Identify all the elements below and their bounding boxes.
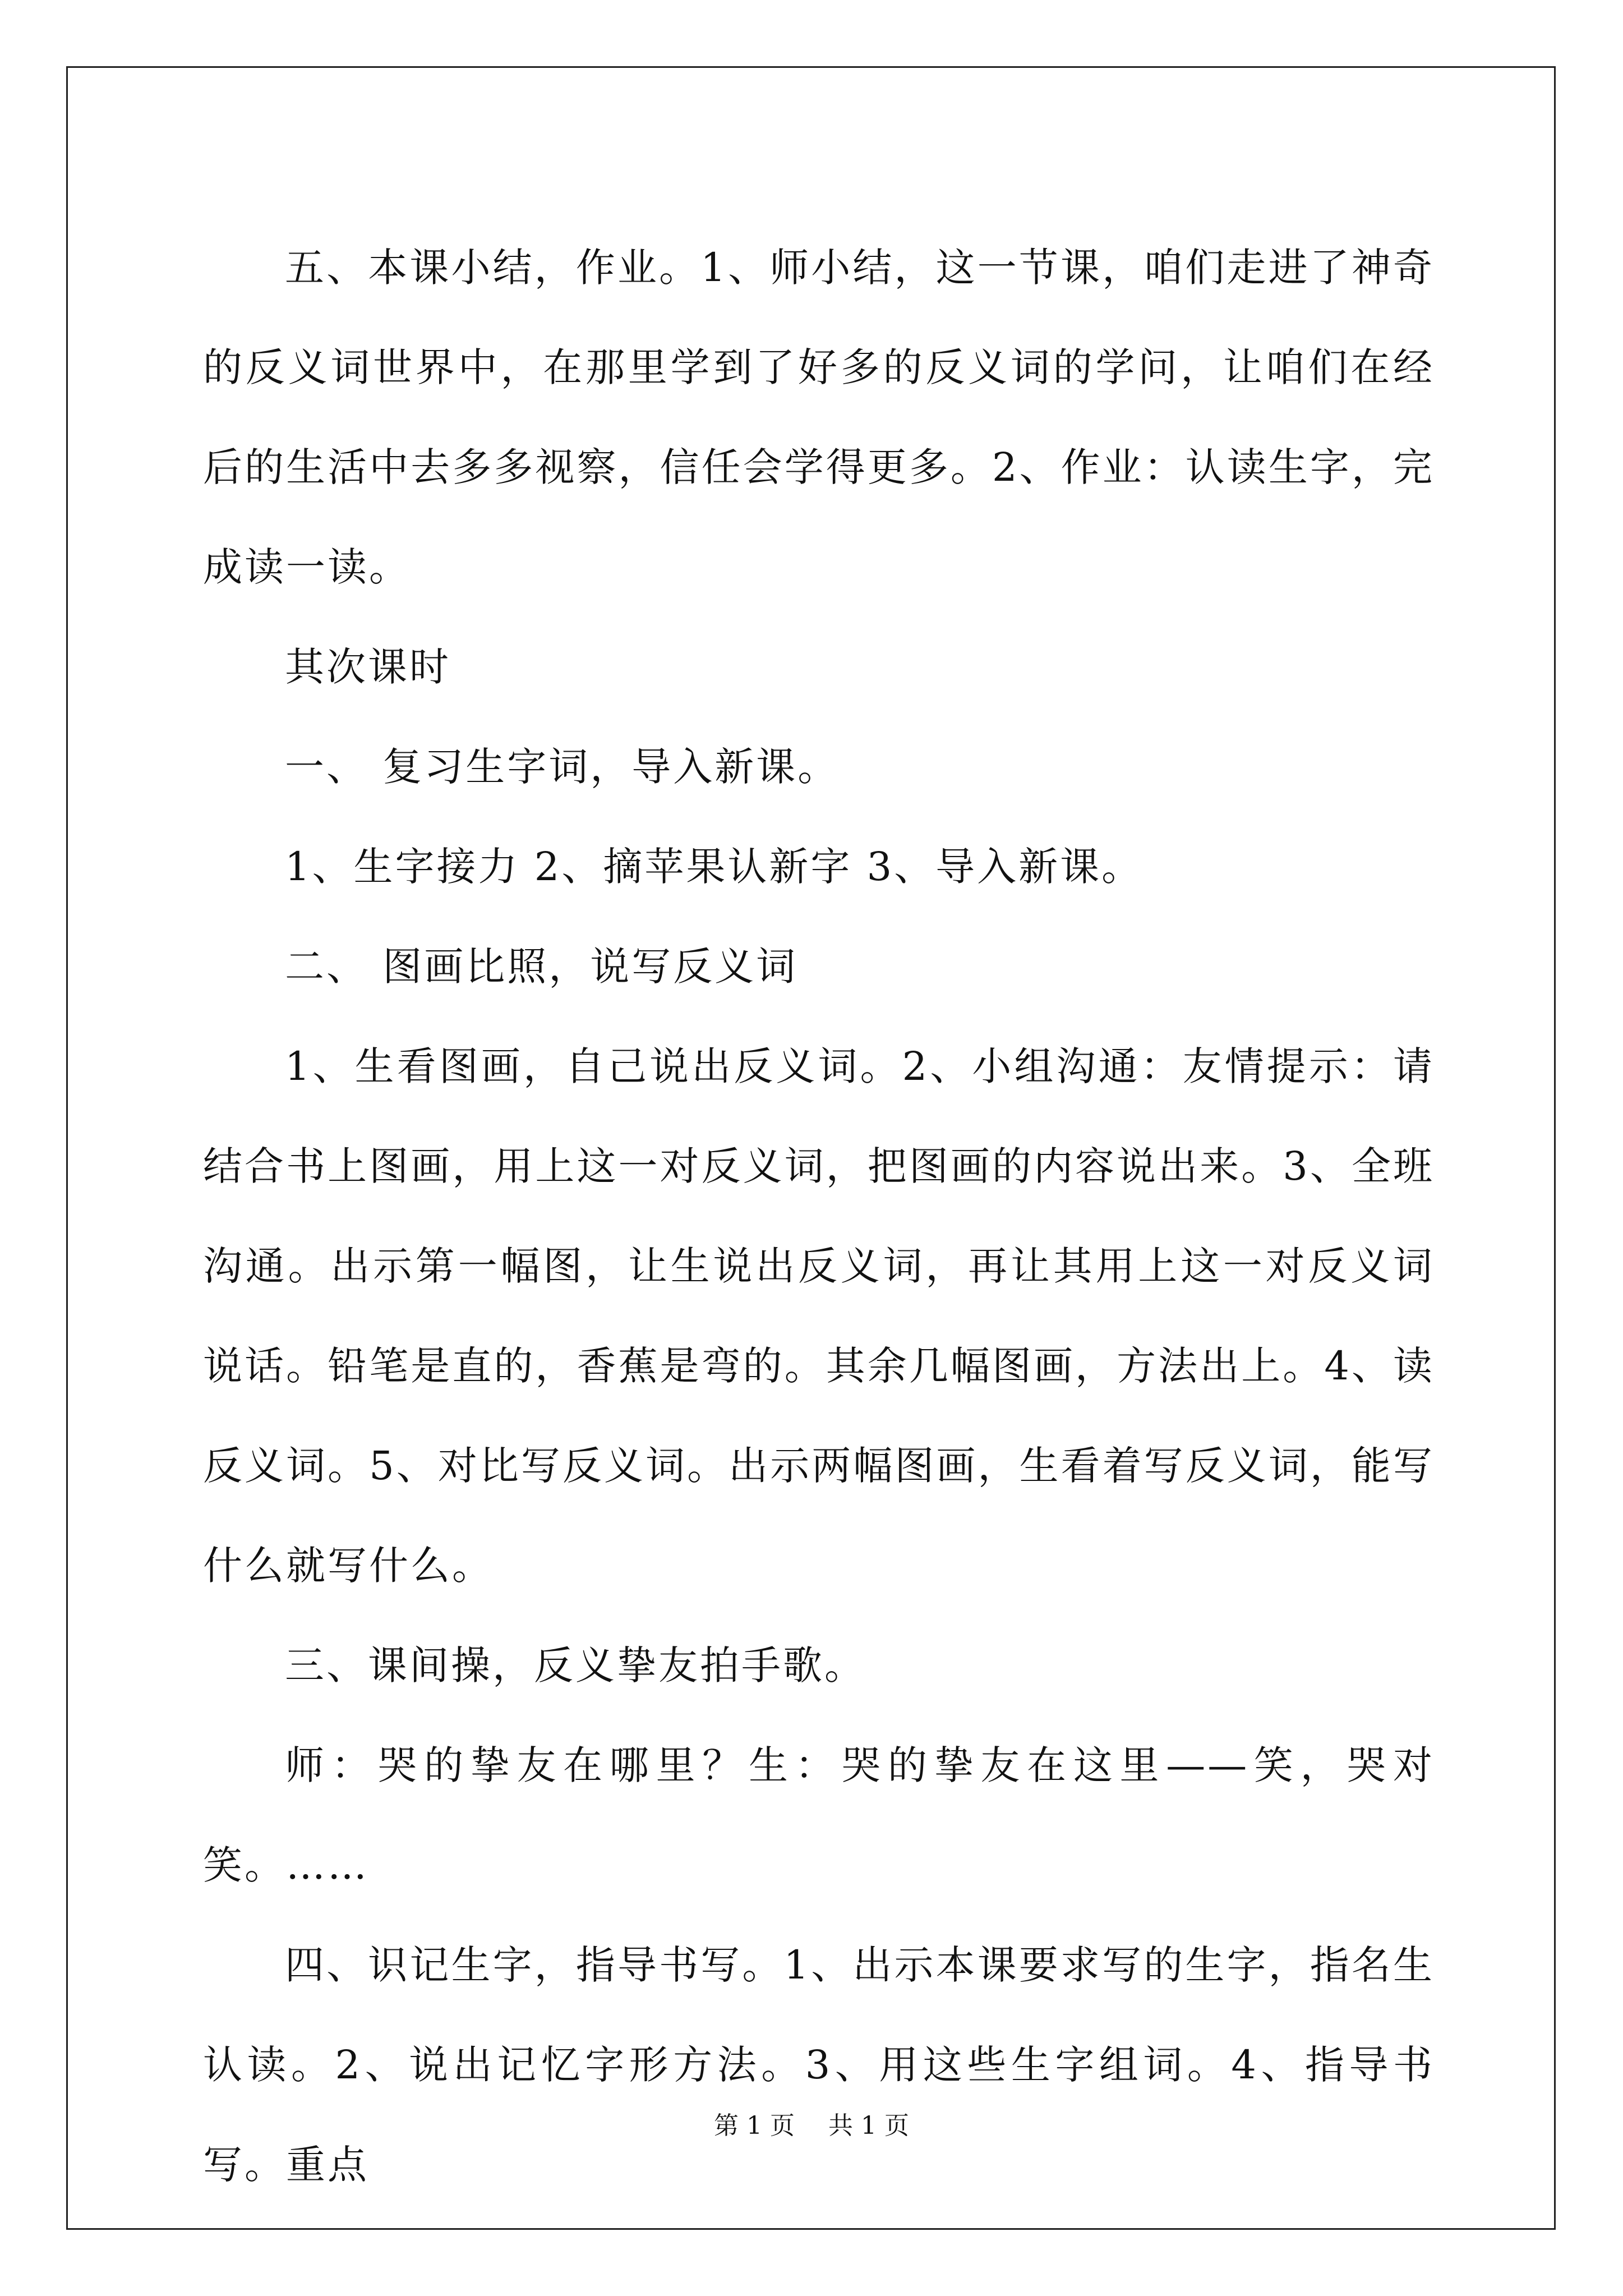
paragraph-clapping-song: 师：哭的挚友在哪里？生：哭的挚友在这里——笑，哭对笑。……: [203, 1742, 1435, 1888]
page-total-label: 共 1 页: [828, 2111, 909, 2140]
paragraph-section-three: 三、课间操，反义挚友拍手歌。: [285, 1642, 866, 1688]
paragraph-section-two: 二、 图画比照，说写反义词: [285, 944, 798, 990]
document-body: [203, 218, 1435, 2215]
page-number-label: 第 1 页: [714, 2111, 795, 2140]
paragraph-section-two-steps: 1、生看图画，自己说出反义词。2、小组沟通：友情提示：请结合书上图画，用上这一对反义词，把图画的内容说出来。3、全班沟通。出示第一幅图，让生说出反义词，再让其用上这一对反义词说话。铅笔是直的，香蕉是弯的。其余几幅图画，方法出上。4、读反义词。5、对比写反义词。出示两幅图画，生看着写反义词，能写什么就写什么。: [203, 1043, 1435, 1589]
paragraph-section-one-steps: 1、生字接力 2、摘苹果认新字 3、导入新课。: [285, 844, 1144, 890]
paragraph-second-lesson-heading: 其次课时: [285, 644, 451, 690]
page-footer: [0, 2109, 1623, 2143]
paragraph-section-four: 四、识记生字，指导书写。1、出示本课要求写的生字，指名生认读。2、说出记忆字形方法。3、用这些生字组词。4、指导书写。重点: [203, 1942, 1435, 2188]
paragraph-lesson-summary: 五、本课小结，作业。1、师小结，这一节课，咱们走进了神奇的反义词世界中，在那里学到了好多的反义词的学问，让咱们在经后的生活中去多多视察，信任会学得更多。2、作业：认读生字，完成读一读。: [203, 245, 1435, 590]
paragraph-section-one: 一、 复习生字词，导入新课。: [285, 744, 840, 790]
